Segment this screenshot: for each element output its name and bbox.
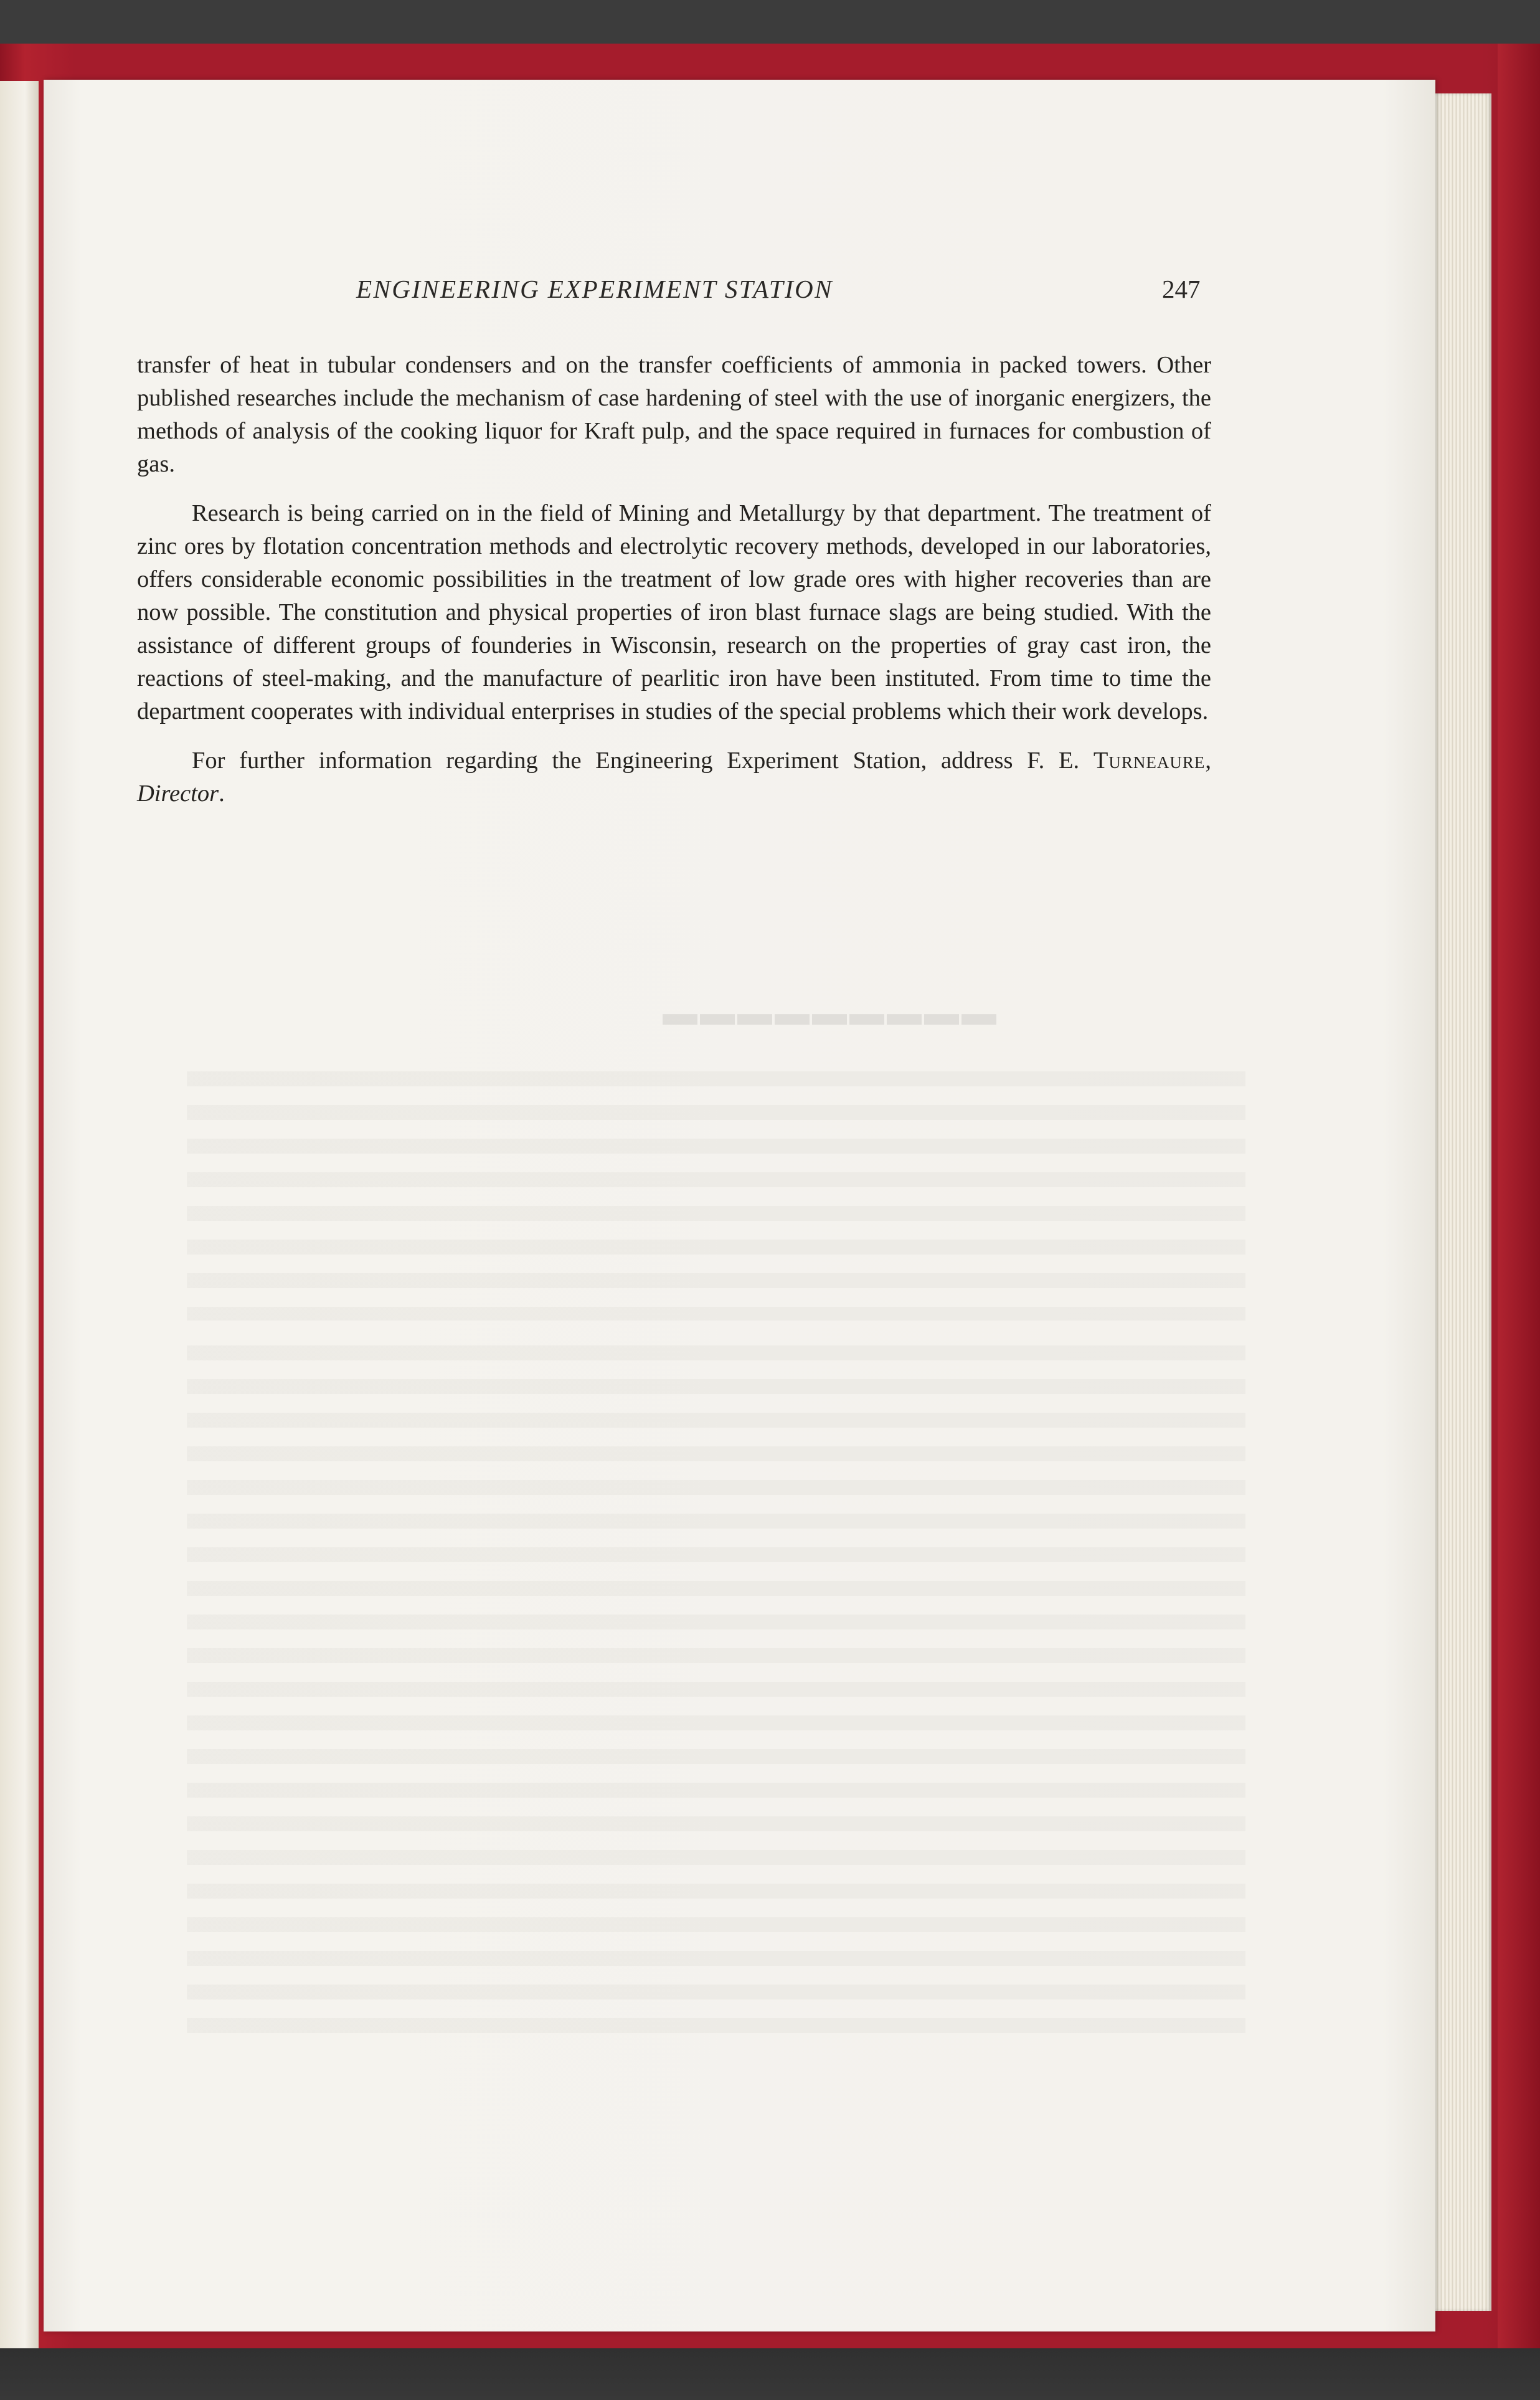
show-through-block-2 [187,1345,1245,2043]
show-through-heading: ▬▬▬▬▬▬▬▬▬ [660,994,996,1033]
name-separator: , [1205,747,1211,774]
show-through-block-1 [187,1071,1245,1321]
paragraph-heat-transfer: transfer of heat in tubular condensers and on the transfer coefficients of ammonia in packed towers. Other published researches include the mechanism of case hardening of steel with the use of inorganic energizers, the methods of analysis of the cooking liquor for Kraft pulp, and the space required in furnaces for combustion of gas. [137,352,1211,477]
body-text [137,349,1211,827]
running-head: ENGINEERING EXPERIMENT STATION [356,275,833,303]
director-title: Director [137,780,219,807]
contact-lead-text: For further information regarding the Engineering Experiment Station, address F. E. [192,747,1094,774]
closing-period: . [219,780,225,807]
book-cover-edge [1498,44,1540,2348]
facing-page-edge [0,81,39,2348]
director-name: Turneaure [1093,747,1206,774]
paragraph-further-information [137,744,1211,810]
page-number: 247 [1162,275,1201,303]
paragraph-mining-metallurgy: Research is being carried on in the field of Mining and Metallurgy by that department. The treatment of zinc ores by flotation concentration methods and electrolytic recovery methods, developed in our laboratories, offers considerable economic possibilities in the treatment of low grade ores with higher recoveries than are now possible. The constitution and physical properties of iron blast furnace slags are being studied. With the assistance of different groups of founderies in Wisconsin, research on the properties of gray cast iron, the reactions of steel-making, and the manufacture of pearlitic iron have been instituted. From time to time the department cooperates with individual enterprises in studies of the special problems which their work develops. [137,500,1211,724]
